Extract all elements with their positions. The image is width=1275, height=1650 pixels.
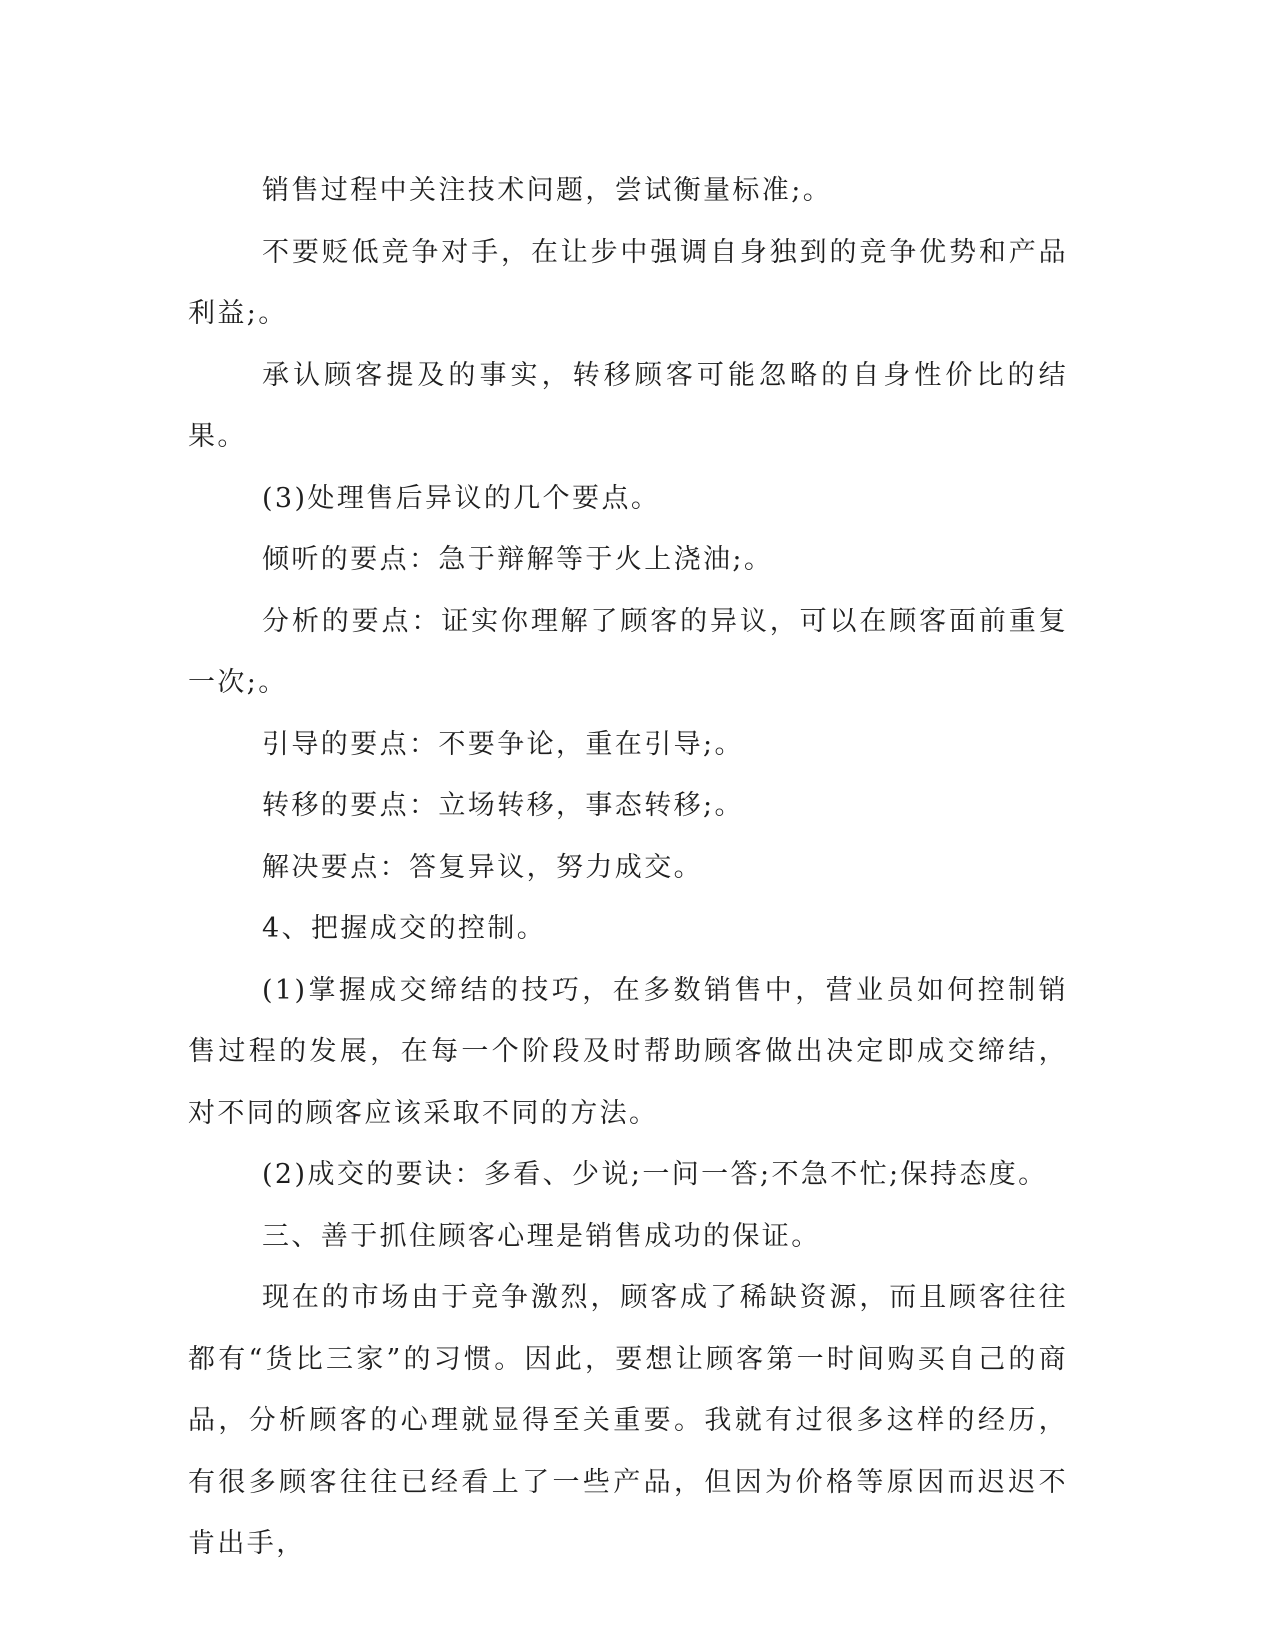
paragraph-analysis: 分析的要点：证实你理解了顾客的异议，可以在顾客面前重复一次;。 (188, 605, 1068, 698)
paragraph-transfer: 转移的要点：立场转移，事态转移;。 (262, 790, 744, 821)
paragraph-closing-tips: (2)成交的要诀：多看、少说;一问一答;不急不忙;保持态度。 (262, 1159, 1048, 1190)
paragraph-resolution: 解决要点：答复异议，努力成交。 (262, 851, 703, 883)
paragraph-guidance: 引导的要点：不要争论，重在引导;。 (262, 728, 744, 760)
paragraph-technical-issues: 销售过程中关注技术问题，尝试衡量标准;。 (262, 175, 833, 206)
paragraph-competitors: 不要贬低竞争对手，在让步中强调自身独到的竞争优势和产品利益;。 (188, 236, 1068, 329)
paragraph-customer-psychology-heading: 三、善于抓住顾客心理是销售成功的保证。 (262, 1220, 821, 1252)
paragraph-closing-techniques: (1)掌握成交缔结的技巧，在多数销售中，营业员如何控制销售过程的发展，在每一个阶段及时帮助顾客做出决定即成交缔结，对不同的顾客应该采取不同的方法。 (188, 974, 1068, 1129)
paragraph-after-sales-heading: (3)处理售后异议的几个要点。 (262, 482, 661, 514)
paragraph-closing-control-heading: 4、把握成交的控制。 (262, 913, 547, 944)
paragraph-listening: 倾听的要点：急于辩解等于火上浇油;。 (262, 544, 774, 575)
paragraph-acknowledge-facts: 承认顾客提及的事实，转移顾客可能忽略的自身性价比的结果。 (188, 359, 1068, 452)
document-body (188, 160, 1068, 1575)
paragraph-market-competition: 现在的市场由于竞争激烈，顾客成了稀缺资源，而且顾客往往都有“货比三家”的习惯。因此，要想让顾客第一时间购买自己的商品，分析顾客的心理就显得至关重要。我就有过很多这样的经历，有很多顾客往往已经看上了一些产品，但因为价格等原因而迟迟不肯出手， (188, 1282, 1068, 1559)
